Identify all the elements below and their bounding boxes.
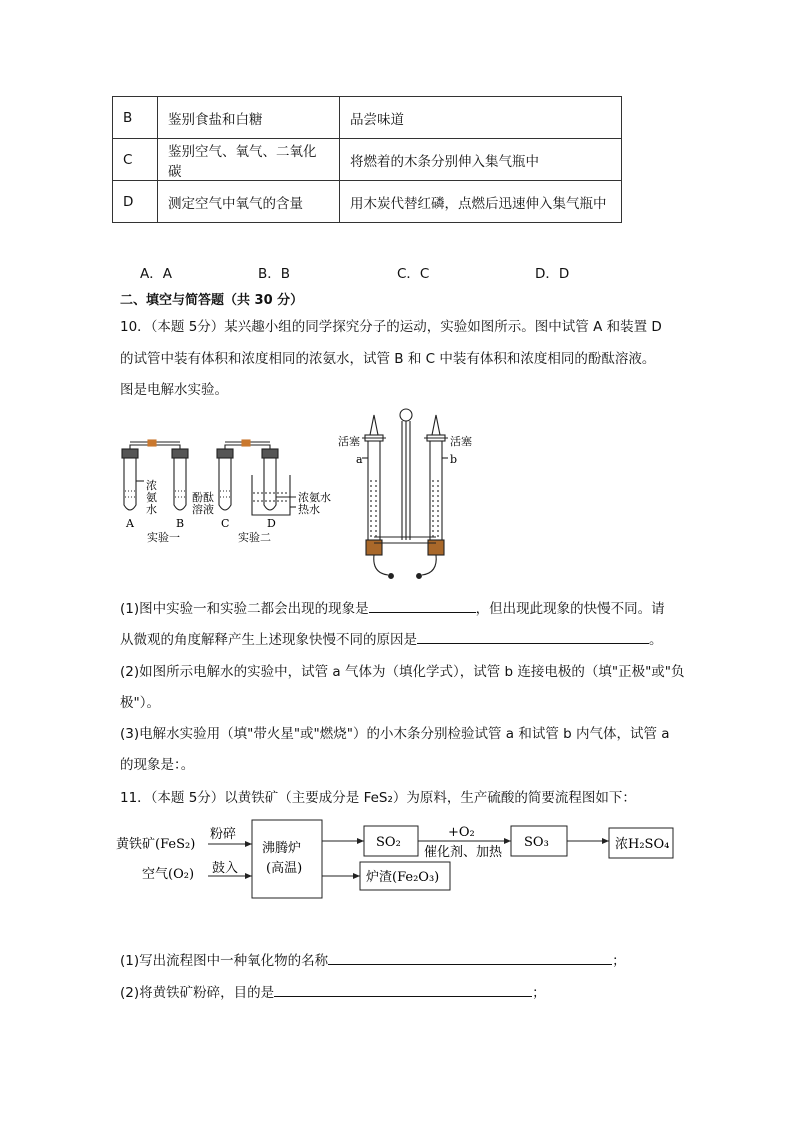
flow-furnace-1: 沸腾炉 [262,841,302,856]
q11-part-1 [120,949,626,969]
label-tube-c: C [221,517,230,530]
q10-part-1-line-1 [120,597,665,617]
label-fenzhi: 酚酞 [192,491,214,504]
flow-cond: 催化剂、加热 [424,845,503,860]
options-table [112,96,622,223]
option-method: 品尝味道 [340,97,622,139]
flow-so3: SO₃ [524,835,549,850]
flow-crush: 粉碎 [210,827,237,842]
q10-part-1-text: 。 [649,632,663,648]
q10-part-3-line-1: (3)电解水实验用（填"带火星"或"燃烧"）的小木条分别检验试管 a 和试管 b 内气体，试管 a [120,726,670,742]
answer-blank[interactable] [417,629,649,644]
option-purpose: 鉴别食盐和白糖 [158,97,340,139]
q11-part-1-end: ； [612,953,626,969]
q11-part-2-text: (2)将黄铁矿粉碎，目的是 [120,985,275,1001]
table-row [113,97,622,139]
flow-ore: 黄铁矿(FeS₂) [116,837,196,852]
label-tube-b: B [176,517,185,530]
q10-part-1-line-2 [120,628,663,648]
choice-d[interactable]: D．D [535,266,570,282]
q11-flowchart [112,812,682,912]
flow-o2: +O₂ [448,825,475,840]
label-nongan-2: 浓氨水 [298,491,331,504]
flow-acid: 浓H₂SO₄ [615,837,670,852]
furnace-box [252,820,322,898]
option-purpose: 鉴别空气、氧气、二氧化碳 [158,139,340,181]
choice-c[interactable]: C．C [397,266,430,282]
label-nongan-1: 浓 [146,479,157,492]
q10-figure [110,405,490,585]
label-rongye: 溶液 [192,503,214,516]
option-method: 将燃着的木条分别伸入集气瓶中 [340,139,622,181]
flow-air: 空气(O₂) [142,867,195,882]
q10-part-1-text: (1)图中实验一和实验二都会出现的现象是 [120,601,369,617]
q10-line-3: 图是电解水实验。 [120,382,228,398]
answer-blank[interactable] [274,982,532,997]
q10-line-2: 的试管中装有体积和浓度相同的浓氨水，试管 B 和 C 中装有体积和浓度相同的酚酞溶液。 [120,351,656,367]
label-tube-d: D [267,517,276,530]
label-tube-b-electrolysis: b [450,453,458,466]
q10-part-1-text: 从微观的角度解释产生上述现象快慢不同的原因是 [120,632,417,648]
electrolysis-apparatus [362,409,448,578]
label-reshui: 热水 [298,503,320,516]
flow-blow: 鼓入 [212,861,239,876]
experiment-2-apparatus [217,440,296,515]
table-row [113,139,622,181]
label-huosai-left: 活塞 [338,435,360,448]
q10-part-2-line-1: (2)如图所示电解水的实验中，试管 a 气体为（填化学式），试管 b 连接电极的（填"正极"或"负 [120,664,685,680]
option-method: 用木炭代替红磷，点燃后迅速伸入集气瓶中 [340,181,622,223]
answer-blank[interactable] [369,598,476,613]
q11-part-2 [120,981,546,1001]
section-title: 二、填空与简答题（共 30 分） [120,293,304,308]
q10-part-1-text: ，但出现此现象的快慢不同。请 [475,601,665,617]
label-exp-1: 实验一 [147,531,180,544]
flow-so2: SO₂ [376,835,401,850]
q10-part-3-line-2: 的现象是：。 [120,757,195,773]
q10-line-1: 10．（本题 5分）某兴趣小组的同学探究分子的运动，实验如图所示。图中试管 A 和装置 D [120,319,662,335]
choice-a[interactable]: A．A [140,266,172,282]
label-exp-2: 实验二 [238,531,271,544]
q10-part-2-line-2: 极"）。 [120,695,160,711]
label-nongan-2: 氨 [146,491,157,504]
option-key: C [113,139,158,181]
table-row [113,181,622,223]
q11-intro: 11．（本题 5分）以黄铁矿（主要成分是 FeS₂）为原料，生产硫酸的简要流程图如下： [120,790,636,806]
q11-part-2-end: ； [532,985,546,1001]
label-tube-a: A [126,517,134,530]
answer-blank[interactable] [328,950,612,965]
option-purpose: 测定空气中氧气的含量 [158,181,340,223]
label-tube-a-electrolysis: a [356,453,363,466]
option-key: B [113,97,158,139]
q11-part-1-text: (1)写出流程图中一种氧化物的名称 [120,953,329,969]
label-nongan-3: 水 [146,503,157,516]
choice-b[interactable]: B．B [258,266,291,282]
flow-furnace-2: (高温) [266,861,303,876]
option-key: D [113,181,158,223]
label-huosai-right: 活塞 [450,435,472,448]
flow-slag: 炉渣(Fe₂O₃) [366,870,440,885]
